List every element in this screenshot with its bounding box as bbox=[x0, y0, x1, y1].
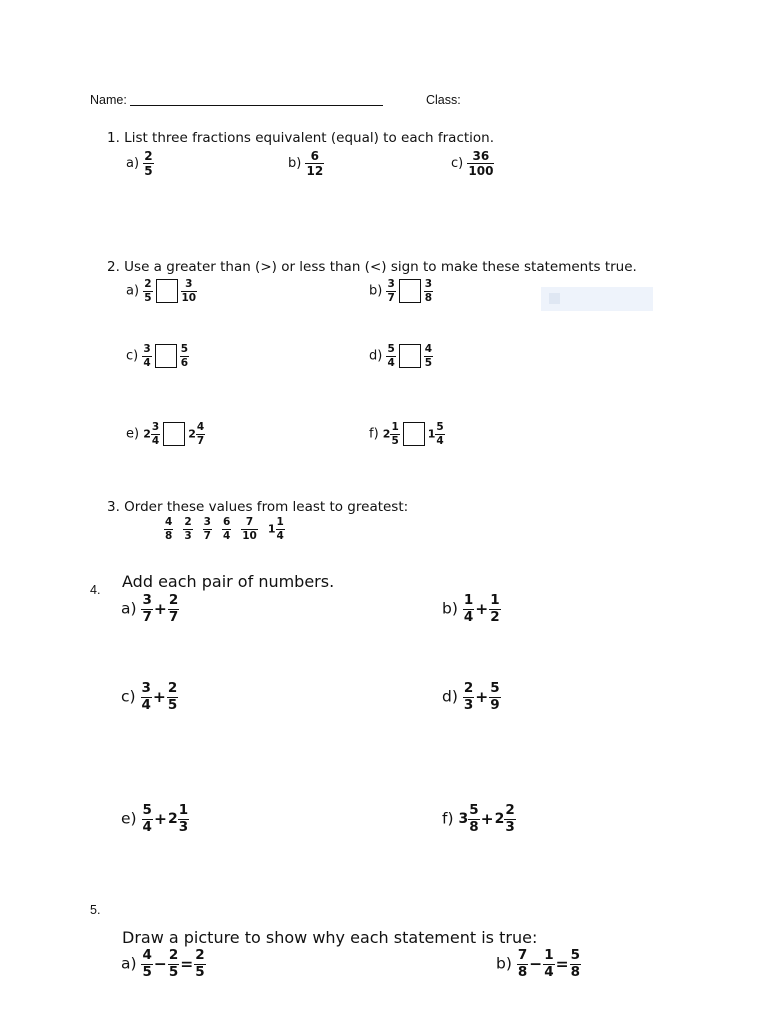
q3-value-6-whole: 1 bbox=[267, 522, 276, 536]
q5-a-first-num: 4 bbox=[142, 947, 152, 963]
q4-item-e bbox=[121, 804, 189, 834]
q5-a-second-fraction bbox=[168, 949, 179, 979]
name-label: Name: bbox=[90, 93, 127, 107]
q3-value-1-den: 8 bbox=[165, 529, 173, 542]
q2-f-right-num: 5 bbox=[436, 421, 444, 433]
q4-c-first-fraction bbox=[141, 682, 152, 712]
question-5-number: 5. bbox=[90, 903, 101, 917]
q5-b-minus: − bbox=[529, 955, 543, 973]
q5-a-first-den: 5 bbox=[142, 963, 152, 980]
q2-c-left-fraction bbox=[142, 344, 151, 368]
question-3-title: 3. Order these values from least to greatest: bbox=[107, 499, 409, 515]
q4-a-first-fraction bbox=[141, 594, 152, 624]
q4-b-first-num: 1 bbox=[463, 592, 474, 608]
q4-e-first-fraction bbox=[142, 804, 153, 834]
q2-item-c-label: c) bbox=[126, 348, 139, 364]
q4-c-second-num: 2 bbox=[167, 680, 178, 696]
q5-a-first-fraction bbox=[141, 949, 152, 979]
q2-c-right-num: 5 bbox=[180, 343, 188, 355]
q2-f-right-whole: 1 bbox=[427, 427, 436, 441]
q1-item-c bbox=[451, 150, 494, 177]
q5-item-b-label: b) bbox=[496, 954, 512, 973]
q2-item-c bbox=[126, 344, 189, 368]
q4-e-second-den: 3 bbox=[178, 818, 189, 835]
q4-b-plus: + bbox=[475, 600, 489, 618]
question-4-number: 4. bbox=[90, 583, 101, 597]
q4-c-second-fraction bbox=[167, 682, 178, 712]
q2-f-answer-box[interactable] bbox=[403, 422, 425, 446]
q2-item-b bbox=[369, 279, 433, 303]
q5-item-a-label: a) bbox=[121, 954, 137, 973]
q2-e-right-den: 7 bbox=[196, 434, 205, 447]
q1-item-b bbox=[288, 150, 324, 177]
q3-value-3 bbox=[203, 517, 212, 541]
q4-item-d bbox=[442, 682, 501, 712]
name-row bbox=[90, 93, 383, 107]
q4-f-plus: + bbox=[480, 810, 494, 828]
q2-e-right-num: 4 bbox=[196, 421, 205, 433]
q2-d-answer-box[interactable] bbox=[399, 344, 421, 368]
q2-item-a-label: a) bbox=[126, 283, 140, 299]
q5-a-equals: = bbox=[180, 955, 194, 973]
q1-item-a-label: a) bbox=[126, 156, 140, 171]
q2-c-left-num: 3 bbox=[143, 343, 151, 355]
q4-item-e-label: e) bbox=[121, 809, 137, 828]
q5-b-result-num: 5 bbox=[570, 947, 581, 963]
q5-a-result-den: 5 bbox=[195, 963, 205, 980]
q4-f-first-num: 5 bbox=[469, 802, 479, 818]
q1-c-fraction bbox=[467, 150, 494, 177]
q5-b-first-fraction bbox=[517, 949, 528, 979]
q2-item-e-label: e) bbox=[126, 426, 140, 442]
q4-f-first-fraction bbox=[468, 804, 479, 834]
q4-e-first-den: 4 bbox=[142, 818, 152, 835]
q3-value-5 bbox=[241, 517, 258, 541]
q2-b-right-num: 3 bbox=[424, 278, 433, 290]
q5-a-minus: − bbox=[153, 955, 167, 973]
q2-d-left-den: 4 bbox=[387, 356, 395, 369]
q2-a-right-den: 10 bbox=[181, 291, 197, 304]
q3-value-4-num: 6 bbox=[222, 516, 231, 528]
q4-f-first-whole: 3 bbox=[458, 811, 469, 827]
q4-a-second-num: 2 bbox=[168, 592, 179, 608]
q4-d-first-fraction bbox=[463, 682, 474, 712]
q5-b-result-den: 8 bbox=[570, 963, 581, 980]
q4-c-first-den: 4 bbox=[141, 696, 151, 713]
q2-item-b-label: b) bbox=[369, 283, 383, 299]
q5-b-first-num: 7 bbox=[517, 947, 528, 963]
q4-f-second-den: 3 bbox=[505, 818, 515, 835]
q5-item-a bbox=[121, 949, 206, 979]
q4-f-second-num: 2 bbox=[505, 802, 515, 818]
q4-a-plus: + bbox=[153, 600, 167, 618]
q2-a-answer-box[interactable] bbox=[156, 279, 178, 303]
q2-f-left-num: 1 bbox=[391, 421, 399, 433]
q4-e-second-whole: 2 bbox=[167, 811, 178, 827]
q4-item-f bbox=[442, 804, 516, 834]
q3-values bbox=[164, 517, 285, 541]
q5-b-equals: = bbox=[555, 955, 569, 973]
q3-value-6 bbox=[276, 517, 285, 541]
q4-b-first-den: 4 bbox=[463, 608, 474, 625]
q2-d-left-num: 5 bbox=[387, 343, 395, 355]
q4-a-first-num: 3 bbox=[142, 592, 152, 608]
q2-a-left-fraction bbox=[143, 279, 152, 303]
q3-value-6-num: 1 bbox=[276, 516, 284, 528]
q4-d-first-num: 2 bbox=[463, 680, 474, 696]
faded-overlay-icon bbox=[549, 293, 560, 304]
q2-f-right-den: 4 bbox=[436, 434, 444, 447]
q4-item-c bbox=[121, 682, 178, 712]
q5-a-second-den: 5 bbox=[168, 963, 179, 980]
q5-b-second-num: 1 bbox=[544, 947, 554, 963]
q1-b-num: 6 bbox=[310, 149, 319, 163]
question-2-title: 2. Use a greater than (>) or less than (<) sign to make these statements true. bbox=[107, 259, 637, 275]
q1-a-den: 5 bbox=[144, 164, 153, 178]
q3-value-5-num: 7 bbox=[245, 516, 254, 528]
q1-c-den: 100 bbox=[468, 164, 494, 178]
name-blank-line[interactable] bbox=[130, 93, 383, 106]
q3-value-2-den: 3 bbox=[184, 529, 192, 542]
q4-d-first-den: 3 bbox=[463, 696, 474, 713]
q2-b-right-den: 8 bbox=[424, 291, 433, 304]
q4-item-d-label: d) bbox=[442, 687, 458, 706]
q2-e-right-whole: 2 bbox=[188, 427, 196, 441]
q1-item-b-label: b) bbox=[288, 156, 302, 171]
q2-d-left-fraction bbox=[386, 344, 395, 368]
q2-a-right-fraction bbox=[181, 279, 198, 303]
q2-c-answer-box[interactable] bbox=[155, 344, 177, 368]
q2-item-d bbox=[369, 344, 433, 368]
q5-a-second-num: 2 bbox=[168, 947, 179, 963]
q5-b-first-den: 8 bbox=[517, 963, 528, 980]
q2-c-right-den: 6 bbox=[180, 356, 188, 369]
q2-b-left-den: 7 bbox=[387, 291, 395, 304]
q3-value-5-den: 10 bbox=[242, 529, 257, 542]
q4-b-first-fraction bbox=[463, 594, 474, 624]
q4-c-second-den: 5 bbox=[167, 696, 178, 713]
q2-b-answer-box[interactable] bbox=[399, 279, 421, 303]
q2-item-d-label: d) bbox=[369, 348, 383, 364]
q2-c-left-den: 4 bbox=[143, 356, 151, 369]
q4-f-second-fraction bbox=[504, 804, 515, 834]
q3-value-6-den: 4 bbox=[276, 529, 284, 542]
q5-b-result-fraction bbox=[570, 949, 581, 979]
question-5-title: Draw a picture to show why each statement is true: bbox=[122, 928, 538, 947]
q1-item-c-label: c) bbox=[451, 156, 464, 171]
q5-a-result-num: 2 bbox=[195, 947, 205, 963]
q4-item-f-label: f) bbox=[442, 809, 454, 828]
q2-a-right-num: 3 bbox=[185, 278, 193, 290]
q3-value-2-num: 2 bbox=[184, 516, 192, 528]
question-4-title: Add each pair of numbers. bbox=[122, 572, 335, 591]
q4-item-a bbox=[121, 594, 179, 624]
q4-d-second-num: 5 bbox=[490, 680, 500, 696]
q2-d-right-den: 5 bbox=[424, 356, 433, 369]
q2-e-left-den: 4 bbox=[151, 434, 160, 447]
question-1-title: 1. List three fractions equivalent (equal) to each fraction. bbox=[107, 130, 495, 146]
q4-a-first-den: 7 bbox=[142, 608, 152, 625]
q2-item-f bbox=[369, 422, 445, 446]
q4-d-second-den: 9 bbox=[490, 696, 500, 713]
q3-value-3-num: 3 bbox=[203, 516, 211, 528]
q1-c-num: 36 bbox=[472, 149, 490, 163]
q4-c-first-num: 3 bbox=[141, 680, 151, 696]
q5-b-second-den: 4 bbox=[544, 963, 554, 980]
q4-b-second-num: 1 bbox=[490, 592, 500, 608]
q2-e-right-fraction bbox=[196, 422, 205, 446]
q2-item-a bbox=[126, 279, 197, 303]
q2-e-left-whole: 2 bbox=[143, 427, 151, 441]
q2-f-left-den: 5 bbox=[391, 434, 399, 447]
q4-d-plus: + bbox=[475, 688, 489, 706]
q2-item-e bbox=[126, 422, 205, 446]
class-label: Class: bbox=[426, 93, 461, 107]
q2-b-left-fraction bbox=[386, 279, 395, 303]
q1-item-a bbox=[126, 150, 154, 177]
q2-b-left-num: 3 bbox=[387, 278, 395, 290]
q4-b-second-fraction bbox=[489, 594, 500, 624]
q3-value-1 bbox=[164, 517, 173, 541]
q4-e-second-fraction bbox=[178, 804, 189, 834]
q4-b-second-den: 2 bbox=[490, 608, 500, 625]
q4-item-a-label: a) bbox=[121, 599, 137, 618]
q4-d-second-fraction bbox=[489, 682, 500, 712]
q3-value-4-den: 4 bbox=[222, 529, 231, 542]
q4-f-first-den: 8 bbox=[469, 818, 479, 835]
q4-item-c-label: c) bbox=[121, 687, 136, 706]
q1-a-num: 2 bbox=[144, 149, 153, 163]
q2-b-right-fraction bbox=[424, 279, 433, 303]
q2-d-right-fraction bbox=[424, 344, 433, 368]
q2-e-answer-box[interactable] bbox=[163, 422, 185, 446]
q4-item-b bbox=[442, 594, 501, 624]
q4-a-second-den: 7 bbox=[168, 608, 179, 625]
q4-e-plus: + bbox=[153, 810, 167, 828]
q3-value-4 bbox=[222, 517, 231, 541]
q2-f-left-whole: 2 bbox=[382, 427, 391, 441]
q2-e-left-fraction bbox=[151, 422, 160, 446]
q2-e-left-num: 3 bbox=[151, 421, 160, 433]
q1-b-den: 12 bbox=[306, 164, 324, 178]
q4-e-second-num: 1 bbox=[178, 802, 189, 818]
q2-item-f-label: f) bbox=[369, 426, 379, 442]
q2-a-left-den: 5 bbox=[144, 291, 152, 304]
q4-f-second-whole: 2 bbox=[494, 811, 505, 827]
q3-value-3-den: 7 bbox=[203, 529, 211, 542]
q2-d-right-num: 4 bbox=[424, 343, 433, 355]
q2-f-left-fraction bbox=[390, 422, 399, 446]
q4-item-b-label: b) bbox=[442, 599, 458, 618]
q2-c-right-fraction bbox=[180, 344, 189, 368]
q1-b-fraction bbox=[305, 150, 324, 177]
q5-a-result-fraction bbox=[194, 949, 205, 979]
q5-item-b bbox=[496, 949, 581, 979]
q4-e-first-num: 5 bbox=[142, 802, 152, 818]
q3-value-1-num: 4 bbox=[165, 516, 173, 528]
q2-f-right-fraction bbox=[435, 422, 444, 446]
q2-a-left-num: 2 bbox=[144, 278, 152, 290]
q4-a-second-fraction bbox=[168, 594, 179, 624]
q5-b-second-fraction bbox=[543, 949, 554, 979]
q3-value-2 bbox=[183, 517, 192, 541]
q4-c-plus: + bbox=[152, 688, 166, 706]
q1-a-fraction bbox=[143, 150, 153, 177]
